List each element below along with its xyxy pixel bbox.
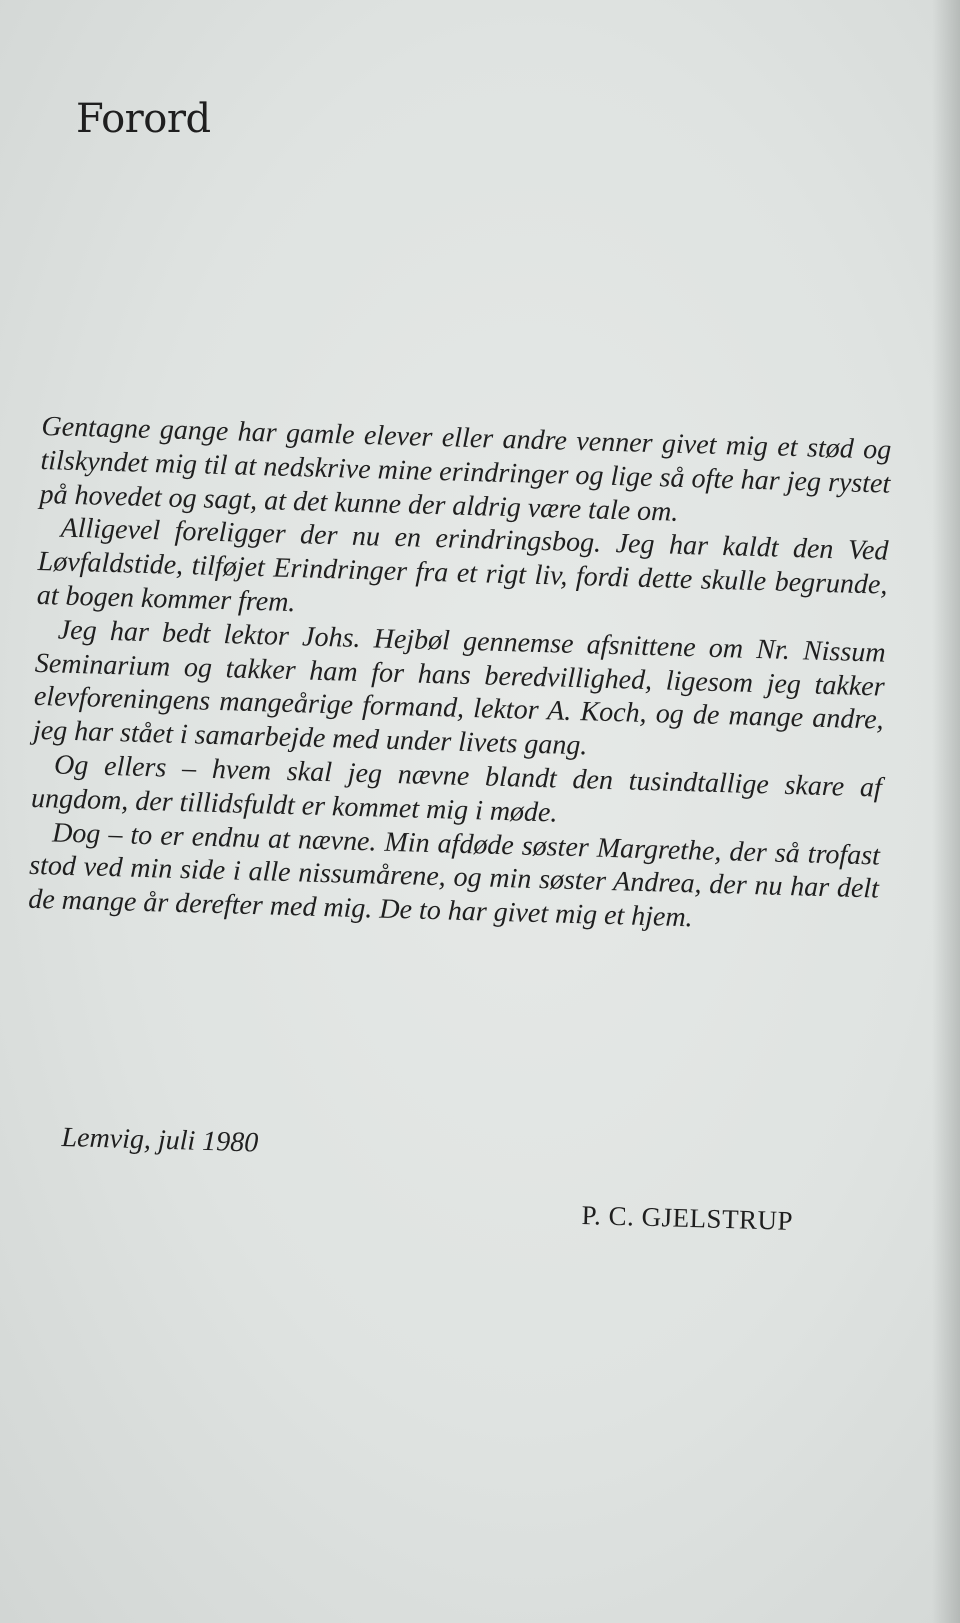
page-edge-shadow bbox=[932, 0, 960, 1623]
paragraph-4: Og ellers – hvem skal jeg nævne blandt den tusindtallige skare af ungdom, der tillidsfuldt er kommet mig i møde. bbox=[30, 749, 883, 829]
foreword-body bbox=[28, 410, 892, 940]
page-title: Forord bbox=[76, 96, 211, 142]
paragraph-1: Gentagne gange har gamle elever eller andre venner givet mig et stød og tilskyndet mig til at nedskrive mine erindringer og lige så ofte har jeg rystet på hovedet og sagt, at det kunne der aldrig være tale om. bbox=[39, 410, 892, 528]
paragraph-5: Dog – to er endnu at nævne. Min afdøde søster Margrethe, der så trofast stod ved min side i alle nissumårene, og min søster Andrea, der nu har delt de mange år derefter med mig. De to har givet mig et hjem. bbox=[27, 817, 881, 934]
paragraph-3: Jeg har bedt lektor Johs. Hejbøl gennemse afsnittene om Nr. Nissum Seminarium og takker ham for hans beredvillighed, ligesom jeg takker elevforeningens mangeårige formand, lektor A. Koch, og de mange andre, jeg har stået i samarbejde med under livets gang. bbox=[32, 614, 886, 762]
paragraph-2: Alligevel foreligger der nu en erindringsbog. Jeg har kaldt den Ved Løvfaldstide, tilføjet Erindringer fra et rigt liv, fordi dette skulle begrunde, at bogen kommer frem. bbox=[36, 512, 889, 619]
author-signature: P. C. GJELSTRUP bbox=[581, 1200, 794, 1236]
dateline: Lemvig, juli 1980 bbox=[61, 1122, 259, 1159]
